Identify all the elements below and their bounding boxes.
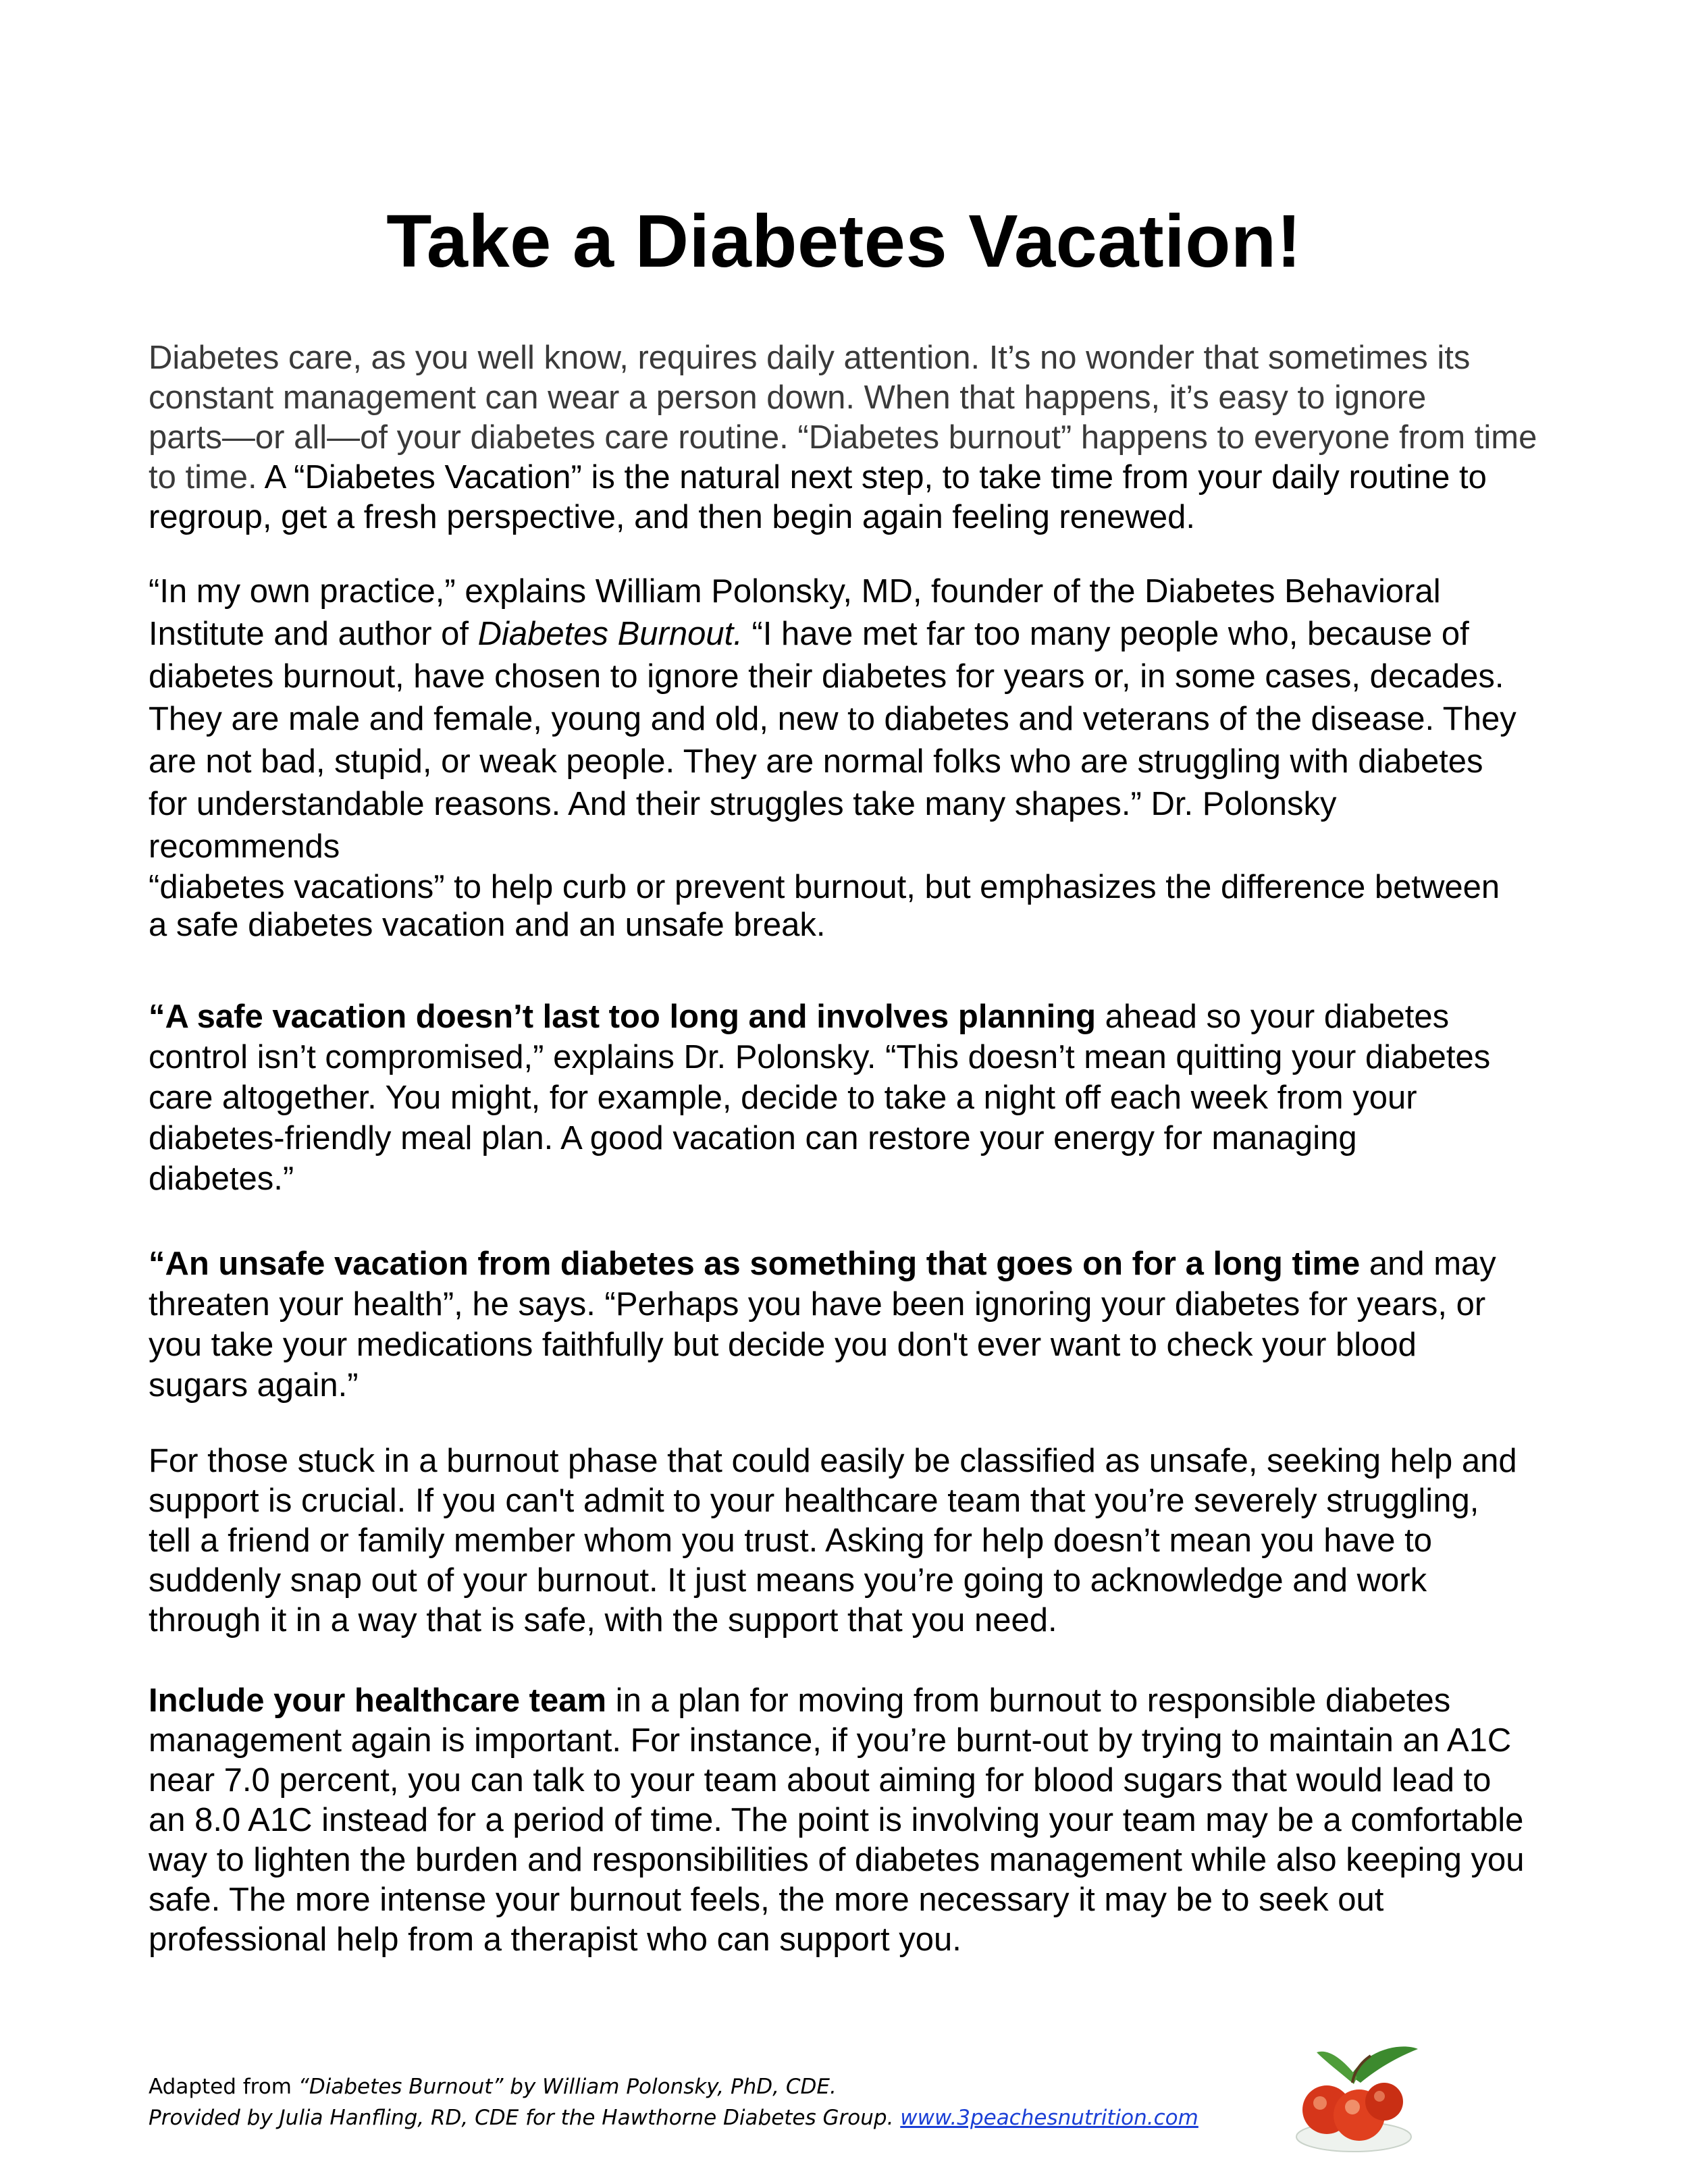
footer-provider-text: Provided by Julia Hanfling, RD, CDE for the Hawthorne Diabetes Group.: [149, 2106, 901, 2130]
book-title: Diabetes Burnout.: [477, 616, 743, 652]
text-line: diabetes burnout, have chosen to ignore their diabetes for years or, in some cases, decades.: [149, 658, 1504, 695]
text-line: management again is important. For instance, if you’re burnt-out by trying to maintain an A1C: [149, 1722, 1512, 1759]
text-segment: Institute and author of: [149, 616, 478, 652]
text-line: care altogether. You might, for example, decide to take a night off each week from your: [149, 1080, 1417, 1116]
text-line: support is crucial. If you can't admit to your healthcare team that you’re severely struggling,: [149, 1483, 1479, 1519]
footer-attribution: [149, 2071, 837, 2102]
page-title: Take a Diabetes Vacation!: [386, 200, 1302, 283]
vacation-paragraph: [149, 868, 1560, 944]
text-line: through it in a way that is safe, with the support that you need.: [149, 1602, 1057, 1639]
bold-lead: “A safe vacation doesn’t last too long and involves planning: [149, 998, 1097, 1035]
footer-prefix: Adapted from: [149, 2075, 298, 2099]
quote-paragraph: [149, 570, 1560, 868]
text-line: regroup, get a fresh perspective, and then begin again feeling renewed.: [149, 499, 1196, 535]
support-paragraph: [149, 1441, 1560, 1641]
text-line: a safe diabetes vacation and an unsafe break.: [149, 907, 826, 943]
text-line: diabetes-friendly meal plan. A good vacation can restore your energy for managing: [149, 1120, 1357, 1156]
text-line: [149, 1681, 1560, 1721]
text-line: professional help from a therapist who can support you.: [149, 1921, 961, 1958]
text-line: parts—or all—of your diabetes care routine. “Diabetes burnout” happens to everyone from time: [149, 419, 1537, 456]
text-line: tell a friend or family member whom you trust. Asking for help doesn’t mean you have to: [149, 1522, 1433, 1559]
unsafe-vacation-paragraph: [149, 1244, 1560, 1406]
text-line: are not bad, stupid, or weak people. They are normal folks who are struggling with diabetes: [149, 743, 1483, 780]
footer-source: “Diabetes Burnout” by William Polonsky, PhD, CDE.: [298, 2075, 837, 2099]
text-line: suddenly snap out of your burnout. It just means you’re going to acknowledge and work: [149, 1562, 1427, 1599]
text-line: [149, 1244, 1560, 1284]
text-line: diabetes.”: [149, 1161, 294, 1197]
text-line: [149, 458, 1560, 498]
text-line: They are male and female, young and old, new to diabetes and veterans of the disease. They: [149, 701, 1516, 737]
intro-paragraph: [149, 338, 1560, 537]
safe-vacation-paragraph: [149, 996, 1560, 1199]
text-line: near 7.0 percent, you can talk to your team about aiming for blood sugars that would lead to: [149, 1762, 1492, 1799]
text-line: “In my own practice,” explains William Polonsky, MD, founder of the Diabetes Behavioral: [149, 573, 1441, 610]
text-line: control isn’t compromised,” explains Dr. Polonsky. “This doesn’t mean quitting your diabetes: [149, 1039, 1491, 1075]
text-line: Diabetes care, as you well know, requires daily attention. It’s no wonder that sometimes its: [149, 340, 1471, 376]
text-line: you take your medications faithfully but decide you don't ever want to check your blood: [149, 1327, 1417, 1363]
text-line: [149, 996, 1560, 1037]
healthcare-team-paragraph: [149, 1681, 1560, 1960]
text-line: for understandable reasons. And their struggles take many shapes.” Dr. Polonsky: [149, 786, 1337, 822]
text-segment: in a plan for moving from burnout to responsible diabetes: [606, 1682, 1451, 1719]
text-segment: “I have met far too many people who, because of: [742, 616, 1469, 652]
text-segment: and may: [1360, 1246, 1496, 1282]
bold-lead: “An unsafe vacation from diabetes as something that goes on for a long time: [149, 1246, 1361, 1282]
text-line: threaten your health”, he says. “Perhaps you have been ignoring your diabetes for years, or: [149, 1286, 1486, 1323]
text-line: way to lighten the burden and responsibilities of diabetes management while also keeping you: [149, 1842, 1525, 1878]
text-line: [149, 613, 1560, 656]
bold-lead: Include your healthcare team: [149, 1682, 607, 1719]
text-line: an 8.0 A1C instead for a period of time. The point is involving your team may be a comfortable: [149, 1802, 1524, 1838]
footer-provider: [149, 2102, 1198, 2133]
peaches-icon: [1286, 2035, 1421, 2160]
website-link[interactable]: www.3peachesnutrition.com: [900, 2106, 1198, 2130]
text-line: safe. The more intense your burnout feels, the more necessary it may be to seek out: [149, 1882, 1384, 1918]
text-line: “diabetes vacations” to help curb or prevent burnout, but emphasizes the difference between: [149, 869, 1500, 905]
text-line: For those stuck in a burnout phase that could easily be classified as unsafe, seeking help and: [149, 1443, 1517, 1479]
text-line: constant management can wear a person down. When that happens, it’s easy to ignore: [149, 379, 1427, 416]
text-line: recommends: [149, 828, 340, 865]
text-segment: A “Diabetes Vacation” is the natural next step, to take time from your daily routine to: [264, 459, 1487, 496]
text-line: sugars again.”: [149, 1367, 359, 1404]
text-segment: to time.: [149, 459, 265, 496]
text-segment: ahead so your diabetes: [1096, 998, 1450, 1035]
